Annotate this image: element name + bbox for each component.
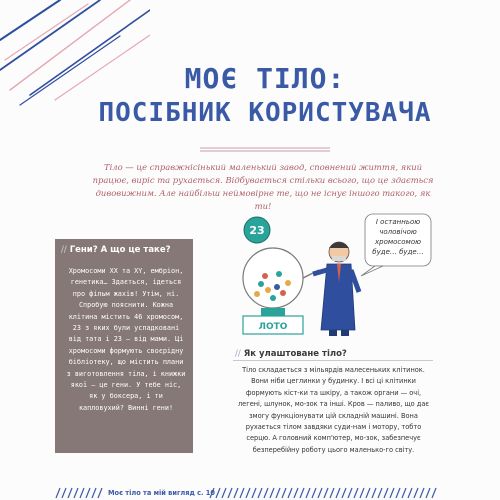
- genes-sidebar: [55, 239, 193, 453]
- intro-paragraph: Тіло — це справжнісінький маленький завод, сповнений життя, який працює, виріс та рухається. Відбувається стільки всього, що це здається дивовижним. Але найбільш неймовірне те, що не існує іншого такого, як ти!: [92, 162, 434, 211]
- lotto-illustration: [233, 212, 433, 340]
- section-body-text: Тіло складається з мільярдів малесеньких клітинок. Вони ніби цеглинки у будинку. І всі ці клітинки формують кіст-ки та шкіру, а також органи — очі, легені, шлунок, мо-зок та інші. Кров — паливо, що дає змогу функціонувати цій складній машині. Вона рухається тілом завдяки суди-нам і мотору, тобто серцю. А головний комп'ютер, мо-зок, забезпечує безперебійну роботу цього маленько-го світу.: [237, 366, 430, 454]
- section-slashes: //: [235, 349, 241, 359]
- section-heading: [235, 349, 347, 359]
- footer-page-label: Моє тіло та мій вигляд с. 10: [108, 489, 215, 497]
- man-figure: [313, 242, 359, 336]
- sidebar-heading-text: Гени? А що це таке?: [69, 245, 171, 255]
- page-title-line-1: МОЄ ТІЛО:: [184, 62, 346, 95]
- section-divider: [233, 360, 433, 361]
- sidebar-text: Хромосоми XX та XY, ембріон, генетика… Здається, ідеться про фільм жахів! Утім, ні. Спробую пояснити. Кожна клітина містить 46 хромосом, 23 з яких були успадковані від тата і 23 — від мами. Ці хромосоми формують своєрідну бібліотеку, що містить плани з виготовлення тіла, і книжки якої — це гени. У тебе ніс, як у боксера, і ти капловухий? Винні гени!: [66, 267, 186, 412]
- sidebar-heading: [61, 245, 187, 255]
- number-ball: 23: [249, 224, 265, 237]
- footer-stripes: [0, 486, 500, 500]
- lotto-label: ЛОТО: [258, 322, 288, 332]
- sidebar-slashes: //: [61, 245, 67, 255]
- title-divider: [200, 147, 330, 153]
- speech-bubble-text: І останньою чоловічою хромосомою буде… буде…: [372, 218, 424, 256]
- page-title-line-2: ПОСІБНИК КОРИСТУВАЧА: [98, 98, 432, 128]
- section-heading-text: Як улаштоване тіло?: [243, 349, 347, 359]
